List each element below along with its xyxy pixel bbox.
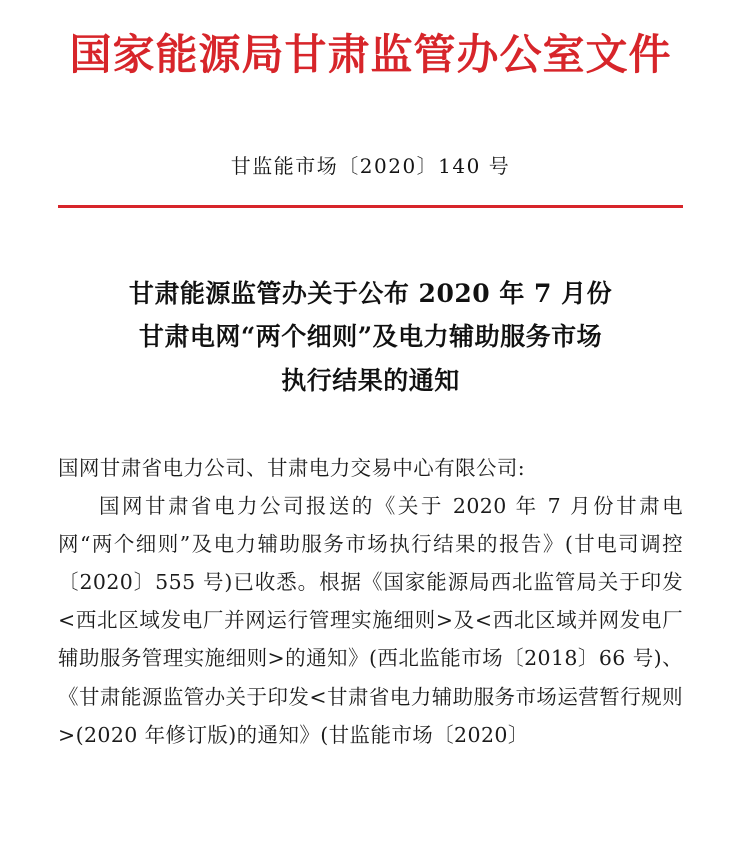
document-title <box>58 272 683 403</box>
title-line-3: 执行结果的通知 <box>281 366 460 396</box>
red-divider-rule <box>58 205 683 208</box>
salutation-line: 国网甘肃省电力公司、甘肃电力交易中心有限公司: <box>58 455 526 480</box>
title-line-1: 甘肃能源监管办关于公布 2020 年 7 月份 <box>128 278 613 308</box>
body-paragraph: 国网甘肃省电力公司报送的《关于 2020 年 7 月份甘肃电网“两个细则”及电力辅助服务市场执行结果的报告》(甘电司调控〔2020〕555 号)已收悉。根据《国家能源局西北监管局关于印发<西北区域发电厂并网运行管理实施细则>及<西北区域并网发电厂辅助服务管理实施细则>的通知》(西北监能市场〔2018〕66 号)、《甘肃能源监管办关于印发<甘肃省电力辅助服务市场运营暂行规则>(2020 年修订版)的通知》(甘监能市场〔2020〕 <box>58 493 683 747</box>
title-line-2: 甘肃电网“两个细则”及电力辅助服务市场 <box>138 322 603 352</box>
document-masthead: 国家能源局甘肃监管办公室文件 <box>69 30 672 79</box>
document-body <box>58 449 683 754</box>
document-page <box>0 30 741 851</box>
document-number: 甘监能市场〔2020〕140 号 <box>230 153 511 178</box>
